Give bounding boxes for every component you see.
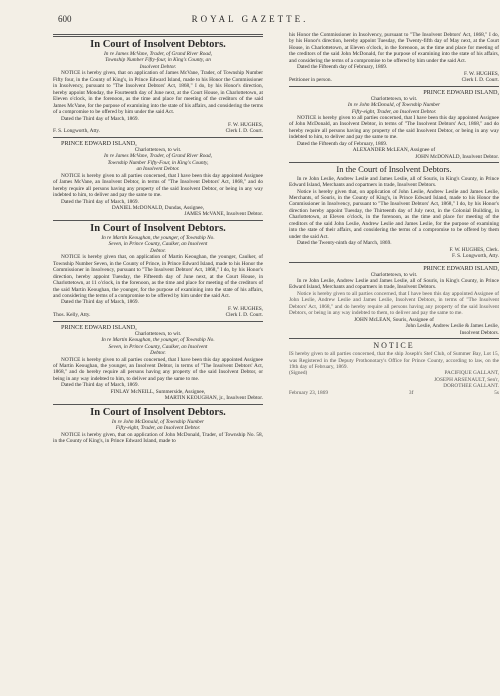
notice-signer: MARTIN KEOUGHAN, jr., Insolvent Debtor. (164, 395, 263, 402)
notice-subheading: In re Martin Keoughan, the younger, of Township No. (101, 337, 215, 344)
divider (53, 404, 263, 405)
notice-date: February 23, 1869 (289, 389, 328, 396)
notice-date: Dated the Twenty-ninth day of March, 1869. (297, 240, 392, 247)
jurisdiction-caption: PRINCE EDWARD ISLAND, (61, 323, 137, 331)
notice-date: Dated the Third day of March, 1869. (61, 382, 139, 389)
running-title: ROYAL GAZETTE. (191, 14, 309, 24)
attorney-name: F. S. Longworth, Atty. (451, 253, 499, 260)
left-column (53, 32, 263, 445)
notice-body: Notice is hereby given that, on application of John Leslie, Andrew Leslie and James Leslie, Merchants, of Souris, in the County of King's, in Prince Edward Island, made to his Honor the Commissioner in Insolvency, pursuant to "The Insolvent Debtors' Act, 1868," I do, by his Honor's direction hereby appoint Tuesday, the Thirteenth day of July next, in the Colonial Building, in Charlottetown, at Eleven o'clock, in the forenoon, as the time and place for meeting of the creditors of the said John Leslie, Andrew Leslie and James Leslie, for the purpose of examining into the state of their affairs, and considering the terms of a compromise to be offered by them under the said Act. (289, 188, 499, 240)
notice-heading: In Court of Insolvent Debtors. (90, 406, 226, 418)
notice-subheading: Insolvent Debtor. (139, 63, 177, 70)
signature-line (53, 312, 263, 318)
divider (53, 220, 263, 221)
divider (289, 86, 499, 87)
notice-signer: Insolvent Debtors. (459, 329, 499, 336)
notice-subheading: In re John McDonald, of Township Number (111, 418, 205, 425)
jurisdiction-town: Charlottetown, to wit. (134, 146, 182, 153)
notice-signer: DOROTHEE GALLANT. (443, 383, 499, 390)
notice-heading: NOTICE (373, 341, 415, 351)
notice-body: NOTICE is hereby given to all parties concerned, that I have been this day appointed Assignee of John McDonald, an Insolvent Debtor, in terms of "The Insolvent Debtors' Act, 1868," and do hereby require all persons having any property of the said Insolvent Debtor, or being in any way indebted to him, to deliver and pay the same to me. (289, 114, 499, 141)
notice-signer: JOHN McDONALD, Insolvent Debtor. (415, 153, 499, 160)
divider (53, 321, 263, 322)
notice-body: NOTICE is hereby given, that on application of James McVane, Trader, of Township Number Fifty four, in the County of King's, in Prince Edward Island, made to his Honor the Commissioner in Insolvency, pursuant to "The Insolvent Debtors' Act, 1868," I do, by his Honor's direction, hereby appoint Monday, the Fourteenth day of June next, at the Court House, in Charlottetown, at Eleven o'clock, in the forenoon, as the time and place for meeting of the creditors of the said James McVane, for the purpose of examining into the state of his affairs, and considering the terms of a compromise to be offered by him under the said Act. (53, 70, 263, 116)
notice-date: Dated the Fifteenth day of February, 1869. (297, 64, 388, 71)
notice-signer: F. W. HUGHES, (227, 305, 263, 312)
notice-signer: F. W. HUGHES, Clerk. (449, 246, 499, 253)
price-mark: 5s (494, 389, 499, 396)
clerk-title: Clerk I. D. Court. (461, 77, 499, 84)
notice-body: IS hereby given to all parties concerned, that the ship Joseph's Stef Club, of Summer Bay, Lot 15, was Registered in the Deputy Prothonotary's Office for Prince County, according to law, on the 19th day of February, 1869. (289, 351, 499, 370)
notice-date: Dated the Third day of March, 1869. (61, 198, 139, 205)
notice-subheading: Seven, in Prince County, Caulker, an Insolvent (108, 343, 208, 350)
divider (53, 137, 263, 138)
notice-date: Dated the Third day of March, 1869. (61, 299, 139, 306)
notice-heading: In Court of Insolvent Debtors. (90, 222, 226, 234)
notice-signer: FINLAY McNEILL, Summerside, Assignee, (110, 388, 206, 395)
divider (289, 262, 499, 263)
signature-line (289, 77, 499, 83)
notice-body: Notice is hereby given to all parties concerned, that I have been this day appointed Assignee of John Leslie, Andrew Leslie and James Leslie, Insolvent Debtors, in terms of "The Insolvent Debtors' Act, 1868," and do hereby require all persons having any property of the said Insolvent Debtors, or being in any way indebted to them, to deliver and pay the same to me. (289, 290, 499, 317)
jurisdiction-caption: PRINCE EDWARD ISLAND, (61, 139, 137, 147)
jurisdiction-town: Charlottetown, to wit. (370, 271, 418, 278)
notice-date: Dated the Fifteenth day of February, 1869. (297, 140, 388, 147)
attorney-name: Thos. Kelly, Atty. (53, 312, 91, 319)
divider (289, 338, 499, 339)
divider (53, 34, 263, 37)
notice-subheading: Fifty-eight, Trader, an Insolvent Debtor. (351, 108, 437, 115)
notice-signer: F. W. HUGHES, (227, 121, 263, 128)
notice-signer: F. W. HUGHES, (463, 70, 499, 77)
divider (289, 162, 499, 163)
insertion-count: 3f (408, 389, 414, 396)
page-header (58, 14, 442, 26)
notice-signer: ALEXANDER McLEAN, Assignee of (352, 147, 436, 154)
notice-date: Dated the Third day of March, 1869. (61, 115, 139, 122)
signature-line (53, 128, 263, 134)
jurisdiction-caption: PRINCE EDWARD ISLAND, (423, 88, 499, 96)
notice-footer (289, 390, 499, 396)
notice-body: NOTICE is hereby given to all parties concerned, that I have been this day appointed Assignee of James McVane, an Insolvent Debtor, in terms of "The Insolvent Debtors' Act, 1868," and do hereby require all persons having any property of the said Insolvent Debtor, or being in any way indebted to him, to deliver and pay the same to me. (53, 172, 263, 199)
notice-signer: JAMES McVANE, Insolvent Debtor. (184, 211, 263, 218)
notice-body: NOTICE is hereby given that, on application of Martin Keoughan, the younger, Caulker, of Township Number Seven, in the County of Prince, in Prince Edward Island, made to his Honor the Commissioner in Insolvency, pursuant to "The Insolvent Debtors' Act, 1868," I do, by his Honor's direction, hereby appoint Tuesday, the Fifteenth day of June next, at the Court House, in Charlottetown, at 11 o'clock, in the forenoon, as the time and place for meeting of the creditors of the said Martin Keoughan, the younger, for the purpose of examining into the state of his affairs, and considering the terms of a compromise to be offered by him under the said Act. (53, 254, 263, 299)
notice-subheading: In re John McDonald, of Township Number (347, 102, 441, 109)
attorney-name: F. S. Longworth, Atty. (53, 128, 101, 135)
notice-heading: In the Court of Insolvent Debtors. (336, 164, 452, 175)
notice-signer: JOHN McLEAN, Souris, Assignee of (354, 316, 434, 323)
jurisdiction-town: Charlottetown, to wit. (134, 330, 182, 337)
notice-subheading: In re John Leslie, Andrew Leslie and James Leslie, all of Souris, in King's County, in Prince Edward Island, Merchants and copartners in trade, Insolvent Debtors. (289, 175, 499, 189)
notice-signer: John Leslie, Andrew Leslie & James Leslie, (405, 323, 499, 330)
notice-subheading: In re Martin Keoughan, the younger, of Township No. (101, 234, 215, 241)
notice-subheading: Debtor. (150, 350, 166, 357)
right-column (289, 32, 499, 396)
signed-label: (Signed) (289, 370, 308, 377)
notice-subheading: In re James McVane, Trader, of Grand River Road, (104, 153, 212, 160)
notice-subheading: In re James McVane, Trader, of Grand River Road, (104, 51, 212, 57)
notice-subheading: Seven, in Prince County, Caulker, an Insolvent (108, 241, 208, 248)
notice-heading: In Court of Insolvent Debtors. (90, 39, 226, 50)
page-number: 600 (58, 14, 72, 24)
clerk-title: Clerk I. D. Court. (225, 128, 263, 135)
notice-subheading: Township Number Fifty-four, in King's County, an (105, 57, 211, 64)
notice-subheading: an Insolvent Debtor. (136, 166, 180, 173)
notice-signer: DANIEL McDONALD, Dundas, Assignee, (111, 204, 205, 211)
jurisdiction-town: Charlottetown, to wit. (370, 95, 418, 102)
notice-signer: JOSEPH ARSENAULT, Sen'r, (434, 376, 499, 383)
notice-subheading: Township Number Fifty-Four, in King's County, (107, 159, 209, 166)
notice-signer: PACIFIQUE GALLANT, (444, 370, 499, 377)
notice-subheading: Debtor. (150, 247, 166, 254)
notice-body: NOTICE is hereby given to all parties concerned, that I have been this day appointed Assignee of Martin Keoughan, the younger, an Insolvent Debtor, in terms of "The Insolvent Debtors' Act, 1868," and do hereby require all persons having any property of the said Insolvent Debtor, or being in any way indebted to him, to deliver and pay the same to me. (53, 356, 263, 382)
jurisdiction-caption: PRINCE EDWARD ISLAND, (423, 264, 499, 272)
attorney-name: Petitioner in person. (289, 77, 332, 84)
notice-body: his Honor the Commissioner in Insolvency, pursuant to "The Insolvent Debtors' Act, 1868," I do, by his Honor's direction, hereby appoint Tuesday, the Twenty-fifth day of May next, at the Court House, in Charlottetown, at Eleven o'clock, in the forenoon, as the time and place for meeting of the creditors of the said John McDonald, for the purpose of examining into the state of his affairs, and considering the terms of a compromise to be offered by him under the said Act. (289, 32, 499, 64)
notice-subheading: Fifty-eight, Trader, an Insolvent Debtor. (115, 425, 201, 432)
notice-body: NOTICE is hereby given, that on application of John McDonald, Trader, of Township No. 58, in the County of King's, in Prince Edward Island, made to (53, 431, 263, 445)
clerk-title: Clerk I. D. Court. (225, 312, 263, 319)
notice-subheading: In re John Leslie, Andrew Leslie and James Leslie, all of Souris, in King's County, in Prince Edward Island, Merchants and copartners in trade, Insolvent Debtors. (289, 278, 499, 291)
